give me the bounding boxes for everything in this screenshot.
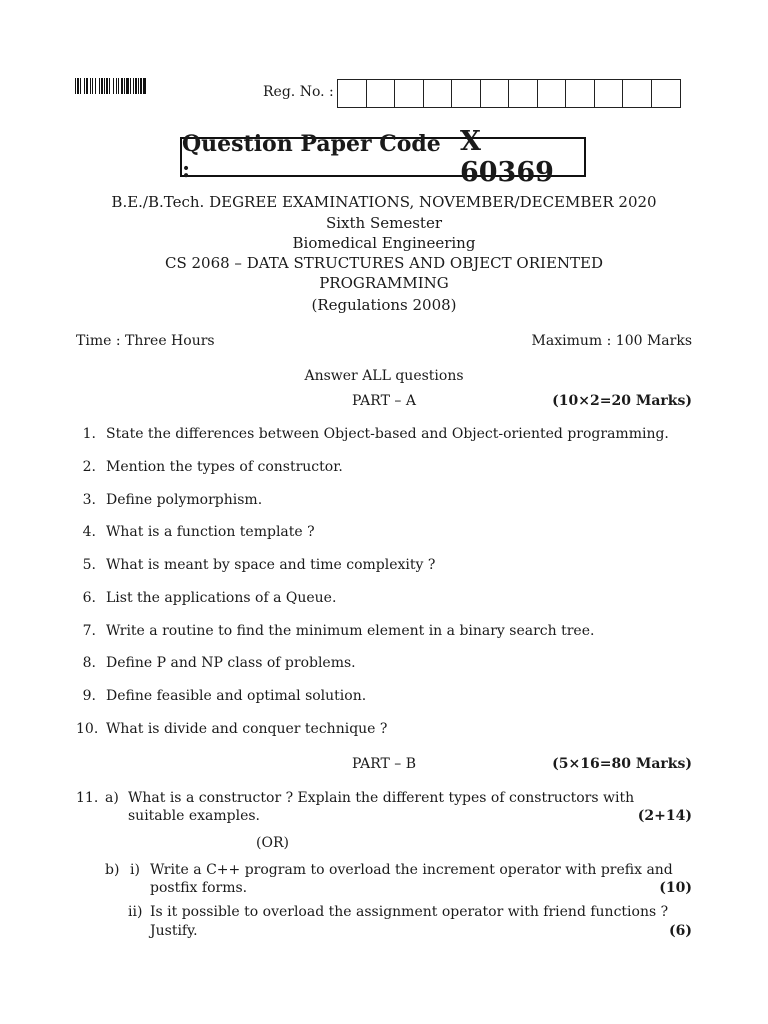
q11b-label: b)	[105, 862, 120, 878]
subject-line2: PROGRAMMING	[319, 274, 449, 292]
q11a-text-line2: suitable examples.	[128, 808, 260, 824]
reg-no-digit-box[interactable]	[652, 80, 681, 107]
qp-code-value: X 60369	[459, 126, 554, 188]
q11b-ii-label: ii)	[128, 904, 143, 920]
q11b-ii-marks: (6)	[669, 923, 692, 939]
reg-no-digit-box[interactable]	[538, 80, 567, 107]
question-item: 1. State the differences between Object-based and Object-oriented programming.	[82, 426, 669, 442]
question-item: 6. List the applications of a Queue.	[82, 590, 337, 606]
reg-no-digit-box[interactable]	[424, 80, 453, 107]
reg-no-digit-box[interactable]	[395, 80, 424, 107]
part-a-marks: (10×2=20 Marks)	[552, 393, 692, 409]
reg-no-digit-box[interactable]	[566, 80, 595, 107]
reg-no-digit-box[interactable]	[452, 80, 481, 107]
question-item: 3. Define polymorphism.	[82, 492, 263, 508]
reg-no-boxes[interactable]	[337, 79, 681, 108]
q11b-i-label: i)	[130, 862, 140, 878]
question-item: 2. Mention the types of constructor.	[82, 459, 343, 475]
q11a-marks: (2+14)	[637, 808, 692, 824]
reg-no-digit-box[interactable]	[595, 80, 624, 107]
barcode	[75, 78, 188, 94]
q11b-ii-text-line1: Is it possible to overload the assignment operator with friend functions ?	[150, 904, 669, 920]
reg-no-digit-box[interactable]	[367, 80, 396, 107]
reg-no-digit-box[interactable]	[623, 80, 652, 107]
question-item: 10. What is divide and conquer technique ?	[76, 721, 388, 737]
exam-title: B.E./B.Tech. DEGREE EXAMINATIONS, NOVEMBER/DECEMBER 2020	[111, 193, 657, 211]
part-a-title: PART – A	[352, 393, 416, 409]
department: Biomedical Engineering	[292, 234, 476, 252]
instruction: Answer ALL questions	[304, 368, 464, 384]
q11a-label: a)	[105, 790, 119, 806]
time-label: Time : Three Hours	[76, 333, 215, 349]
regulations: (Regulations 2008)	[311, 296, 457, 314]
question-paper-code-box	[180, 126, 586, 188]
q11b-ii-text-line2: Justify.	[150, 923, 198, 939]
subject-line1: CS 2068 – DATA STRUCTURES AND OBJECT ORIENTED	[164, 254, 604, 272]
q11b-i-text-line1: Write a C++ program to overload the increment operator with prefix and	[150, 862, 673, 878]
reg-no-label: Reg. No. :	[263, 84, 334, 100]
question-item: 4. What is a function template ?	[82, 524, 315, 540]
question-item: 9. Define feasible and optimal solution.	[82, 688, 367, 704]
question-item: 5. What is meant by space and time complexity ?	[82, 557, 436, 573]
q11b-i-marks: (10)	[659, 880, 692, 896]
or-separator: (OR)	[256, 835, 289, 851]
q11-number: 11.	[76, 790, 99, 806]
reg-no-digit-box[interactable]	[338, 80, 367, 107]
qp-code-label: Question Paper Code :	[182, 131, 441, 183]
reg-no-digit-box[interactable]	[509, 80, 538, 107]
q11a-text-line1: What is a constructor ? Explain the different types of constructors with	[128, 790, 635, 806]
question-item: 7. Write a routine to find the minimum element in a binary search tree.	[82, 623, 595, 639]
semester: Sixth Semester	[325, 214, 442, 232]
reg-no-digit-box[interactable]	[481, 80, 510, 107]
question-item: 8. Define P and NP class of problems.	[82, 655, 356, 671]
part-b-marks: (5×16=80 Marks)	[552, 756, 692, 772]
part-b-title: PART – B	[351, 756, 417, 772]
max-marks-label: Maximum : 100 Marks	[531, 333, 692, 349]
q11b-i-text-line2: postfix forms.	[150, 880, 248, 896]
